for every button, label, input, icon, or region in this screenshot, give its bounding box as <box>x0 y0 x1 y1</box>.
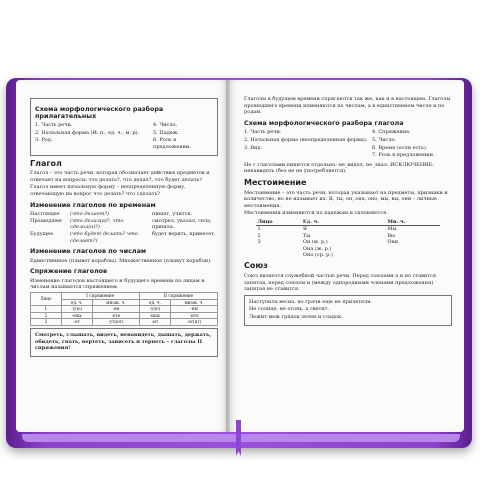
table-row: Оно (ср. р.) <box>302 251 333 258</box>
verb-scheme-title: Схема морфологического разбора глагола <box>244 118 404 127</box>
numbers-text: Единственное (плывет кораблы). Множественное (плывут корабли). <box>30 257 212 264</box>
table-header: Ед. ч. <box>302 219 386 226</box>
numbers-heading: Изменение глаголов по числам <box>30 247 147 256</box>
verb-initial-form: Глагол имеет начальную форму – неопределенную форму, отвечающую на вопрос что делать? что сделать? <box>30 184 186 197</box>
exception-text: Смотреть, слышать, видеть, ненавидеть, дышать, держать, обидеть, гнать, вертеть, зависеть и терпеть – глаголы II спряжения! <box>35 332 212 352</box>
poem-box <box>244 295 452 326</box>
scheme-item: 5. Число. <box>372 136 397 143</box>
scheme-item: 2. Начальная форма (И. п., ед. ч., м. р). <box>35 129 140 136</box>
table-header: Лицо <box>31 293 62 306</box>
ne-rule: Не с глаголами пишется отдельно: не_видел, не_знал. ИСКЛЮЧЕНИЕ: ненавидеть (без не не употребляется). <box>244 161 434 175</box>
scheme-item: 6. Роль в предложении. <box>153 137 191 150</box>
conjugation-heading: Спряжение глаголов <box>30 267 108 276</box>
conjugation-table: Лицо I спряжение II спряжение ед. ч. множ. ч. ед. ч. множ. ч. 1 -у(ю) -ем -у(ю) -им 2 -ешь -ете -ишь -ите 3 -ет -ут(ют) -ит -ат(ят) <box>30 292 218 326</box>
union-heading: Союз <box>244 261 268 271</box>
scheme-item: 1. Часть речи. <box>244 129 282 136</box>
scheme-item: 7. Роль в предложении. <box>372 152 435 159</box>
conjugation-text: Изменение глаголов настоящего и будущего времени по лицам и числам называется спряжением. <box>30 277 205 291</box>
scheme-item: 4. Спряжение. <box>372 129 411 136</box>
book-spine <box>226 80 230 432</box>
tenses-heading: Изменение глаголов по временам <box>30 200 156 209</box>
table-header: Лицо <box>256 219 301 226</box>
scheme-item: 5. Падеж. <box>153 129 179 136</box>
verb-scheme <box>244 129 452 159</box>
table-row: 1 Я Мы <box>257 226 397 233</box>
adjective-scheme-box <box>30 98 218 156</box>
scheme-item: 3. Вид. <box>244 144 263 151</box>
pronoun-change: Местоимения изменяются по падежам и склоняются. <box>244 210 388 217</box>
union-definition: Союз является служебной частью речи. Перед союзами а и но ставится запятая, перед союзом и (между однородными членами предложения) запятая не ставится. <box>244 272 436 293</box>
tense-row: Настоящее (что делает?) пишет, учится. <box>30 211 193 218</box>
poem-line: Наступила весна, но грачи еще не прилетели. <box>249 298 373 305</box>
pronoun-definition: Местоимение – это часть речи, которая указывает на предметы, признаки и количество, но не называет их. Я, ты, он, она, оно, мы, вы, они – личные местоимения. <box>244 189 448 209</box>
table-row: Она (ж. р.) <box>302 245 332 252</box>
scheme-item: 1. Часть речи. <box>35 122 73 129</box>
table-header: Мн. ч. <box>386 219 439 226</box>
poem-line: Лежит меж грядок зелен и сладок. <box>249 313 343 320</box>
table-row: 3 -ет -ут(ют) -ит -ат(ят) <box>31 319 218 326</box>
right-page <box>228 80 464 432</box>
verb-definition: Глагол – это часть речи, которая обозначает действия предметов и отвечает на вопросы: что делать?, что делал?, что будет делать? <box>30 170 210 183</box>
table-header: I спряжение <box>61 293 139 300</box>
scheme-item: 4. Число. <box>153 122 178 129</box>
scheme-item: 2. Начальная форма (неопределенная форма). <box>244 136 368 143</box>
left-page <box>16 80 228 432</box>
scheme-item: 3. Род. <box>35 137 53 144</box>
table-header: II спряжение <box>139 293 217 300</box>
tense-row: Будущее (что будет делать? что сделает?) будет верить, принесет. <box>30 230 216 244</box>
adjective-scheme-title: Схема морфологического разбора прилагательных <box>35 105 164 120</box>
poem-line: Не солнце, не огонь, а светит. <box>249 306 329 313</box>
exception-box <box>30 328 218 357</box>
table-row: 2 Ты Вы <box>257 232 396 239</box>
future-tense-text: Глаголы в будущем времени спрягаются так же, как и в настоящем. Глаголы прошедшего времени изменяются по числам, а в единственном числе и по родам. <box>244 96 451 116</box>
cover-edge <box>22 434 460 442</box>
pronoun-table <box>256 219 439 258</box>
table-row: 3 Он (м. р.) Они <box>257 239 399 246</box>
table-row: 2 -ешь -ете -ишь -ите <box>31 312 218 319</box>
table-row: 1 -у(ю) -ем -у(ю) -им <box>31 306 218 313</box>
pronoun-heading: Местоимение <box>244 177 307 187</box>
verb-heading: Глагол <box>30 158 62 168</box>
bookmark-ribbon[interactable] <box>236 420 241 456</box>
scheme-item: 6. Время (если есть). <box>372 144 428 151</box>
tense-row: Прошедшее (что делал(а)?, что сделал(а)?) смотрел, указал, села, пришла. <box>30 217 212 231</box>
